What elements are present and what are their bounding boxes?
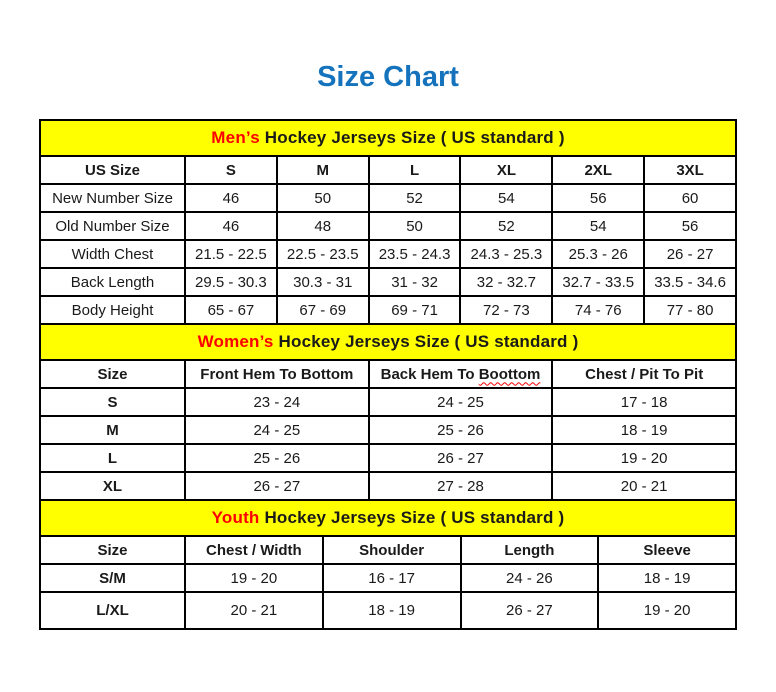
cell: 26 - 27 bbox=[369, 444, 553, 472]
cell: 19 - 20 bbox=[185, 564, 323, 592]
column-header: Size bbox=[40, 536, 185, 564]
cell: 26 - 27 bbox=[185, 472, 369, 500]
row-label: M bbox=[40, 416, 185, 444]
table-row bbox=[40, 184, 736, 212]
column-header: Front Hem To Bottom bbox=[185, 360, 369, 388]
size-chart bbox=[39, 119, 737, 630]
cell: 23 - 24 bbox=[185, 388, 369, 416]
cell: 33.5 - 34.6 bbox=[644, 268, 736, 296]
row-label: Old Number Size bbox=[40, 212, 185, 240]
mens-column-header-row bbox=[40, 156, 736, 184]
cell: 24 - 25 bbox=[185, 416, 369, 444]
column-header: Chest / Pit To Pit bbox=[552, 360, 736, 388]
table-row bbox=[40, 416, 736, 444]
womens-section-header-row bbox=[40, 324, 736, 360]
cell: 67 - 69 bbox=[277, 296, 369, 324]
youth-section-title bbox=[40, 500, 736, 536]
cell: 31 - 32 bbox=[369, 268, 461, 296]
table-row bbox=[40, 212, 736, 240]
cell: 29.5 - 30.3 bbox=[185, 268, 277, 296]
cell: 50 bbox=[277, 184, 369, 212]
row-label: L/XL bbox=[40, 592, 185, 629]
column-header: Shoulder bbox=[323, 536, 461, 564]
womens-size-table bbox=[39, 323, 737, 501]
cell: 72 - 73 bbox=[460, 296, 552, 324]
mens-size-table bbox=[39, 119, 737, 325]
table-row bbox=[40, 296, 736, 324]
cell: 77 - 80 bbox=[644, 296, 736, 324]
womens-section-title-rest: Hockey Jerseys Size ( US standard ) bbox=[273, 332, 579, 351]
womens-section-title-accent: Women’s bbox=[197, 332, 274, 351]
cell: 24.3 - 25.3 bbox=[460, 240, 552, 268]
row-label: S/M bbox=[40, 564, 185, 592]
column-header: 2XL bbox=[552, 156, 644, 184]
table-row bbox=[40, 268, 736, 296]
cell: 46 bbox=[185, 212, 277, 240]
column-header: 3XL bbox=[644, 156, 736, 184]
cell: 23.5 - 24.3 bbox=[369, 240, 461, 268]
cell: 52 bbox=[460, 212, 552, 240]
cell: 16 - 17 bbox=[323, 564, 461, 592]
mens-section-header-row bbox=[40, 120, 736, 156]
youth-size-table bbox=[39, 499, 737, 630]
cell: 65 - 67 bbox=[185, 296, 277, 324]
cell: 60 bbox=[644, 184, 736, 212]
cell: 20 - 21 bbox=[552, 472, 736, 500]
cell: 30.3 - 31 bbox=[277, 268, 369, 296]
cell: 22.5 - 23.5 bbox=[277, 240, 369, 268]
cell: 25.3 - 26 bbox=[552, 240, 644, 268]
cell: 56 bbox=[644, 212, 736, 240]
table-row bbox=[40, 592, 736, 629]
cell: 48 bbox=[277, 212, 369, 240]
cell: 27 - 28 bbox=[369, 472, 553, 500]
cell: 25 - 26 bbox=[185, 444, 369, 472]
cell: 18 - 19 bbox=[552, 416, 736, 444]
youth-section-title-rest: Hockey Jerseys Size ( US standard ) bbox=[259, 508, 565, 527]
cell: 54 bbox=[552, 212, 644, 240]
column-header: M bbox=[277, 156, 369, 184]
cell: 74 - 76 bbox=[552, 296, 644, 324]
table-row bbox=[40, 388, 736, 416]
cell: 19 - 20 bbox=[552, 444, 736, 472]
row-label: Back Length bbox=[40, 268, 185, 296]
table-row bbox=[40, 240, 736, 268]
cell: 32.7 - 33.5 bbox=[552, 268, 644, 296]
column-header: Back Hem To Boottom bbox=[369, 360, 553, 388]
row-label: XL bbox=[40, 472, 185, 500]
cell: 54 bbox=[460, 184, 552, 212]
mens-section-title-accent: Men’s bbox=[211, 128, 260, 147]
cell: 18 - 19 bbox=[323, 592, 461, 629]
youth-section-title-accent: Youth bbox=[211, 508, 260, 527]
row-label: Body Height bbox=[40, 296, 185, 324]
row-label: S bbox=[40, 388, 185, 416]
column-header: US Size bbox=[40, 156, 185, 184]
cell: 25 - 26 bbox=[369, 416, 553, 444]
table-row bbox=[40, 444, 736, 472]
row-label: Width Chest bbox=[40, 240, 185, 268]
page-title: Size Chart bbox=[317, 61, 459, 93]
column-header: Length bbox=[461, 536, 599, 564]
row-label: New Number Size bbox=[40, 184, 185, 212]
cell: 32 - 32.7 bbox=[460, 268, 552, 296]
cell: 69 - 71 bbox=[369, 296, 461, 324]
youth-column-header-row bbox=[40, 536, 736, 564]
cell: 17 - 18 bbox=[552, 388, 736, 416]
column-header: XL bbox=[460, 156, 552, 184]
misspelled-word: Boottom bbox=[478, 365, 541, 383]
row-label: L bbox=[40, 444, 185, 472]
table-row bbox=[40, 564, 736, 592]
cell: 18 - 19 bbox=[598, 564, 736, 592]
cell: 24 - 25 bbox=[369, 388, 553, 416]
womens-section-title bbox=[40, 324, 736, 360]
mens-section-title bbox=[40, 120, 736, 156]
cell: 52 bbox=[369, 184, 461, 212]
column-header: Size bbox=[40, 360, 185, 388]
column-header: Sleeve bbox=[598, 536, 736, 564]
cell: 19 - 20 bbox=[598, 592, 736, 629]
cell: 26 - 27 bbox=[644, 240, 736, 268]
mens-section-title-rest: Hockey Jerseys Size ( US standard ) bbox=[259, 128, 565, 147]
column-header: Chest / Width bbox=[185, 536, 323, 564]
womens-column-header-row bbox=[40, 360, 736, 388]
column-header: L bbox=[369, 156, 461, 184]
cell: 56 bbox=[552, 184, 644, 212]
cell: 26 - 27 bbox=[461, 592, 599, 629]
cell: 20 - 21 bbox=[185, 592, 323, 629]
cell: 24 - 26 bbox=[461, 564, 599, 592]
table-row bbox=[40, 472, 736, 500]
column-header: S bbox=[185, 156, 277, 184]
cell: 21.5 - 22.5 bbox=[185, 240, 277, 268]
cell: 50 bbox=[369, 212, 461, 240]
cell: 46 bbox=[185, 184, 277, 212]
youth-section-header-row bbox=[40, 500, 736, 536]
